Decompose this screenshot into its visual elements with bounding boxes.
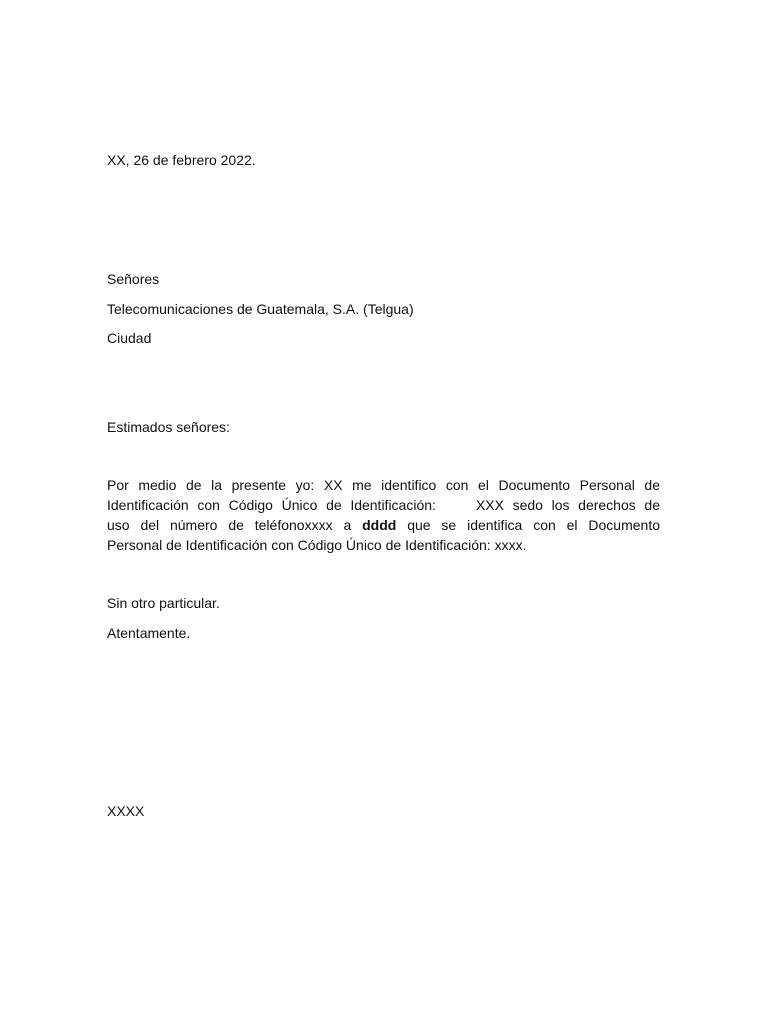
- closing-line-2: Atentamente.: [107, 625, 191, 641]
- recipient-city: Ciudad: [107, 330, 152, 346]
- letter-body: [107, 475, 660, 555]
- recipient-company: Telecomunicaciones de Guatemala, S.A. (Telgua): [107, 301, 414, 317]
- body-line-2-part-b: XXX sedo los derechos de: [475, 497, 660, 513]
- body-line-2-part-a: Identificación con Código Único de Identificación:: [107, 497, 436, 513]
- body-line-3-part-a: uso del número de teléfonoxxxx a: [107, 517, 352, 533]
- signature-name: XXXX: [107, 803, 145, 819]
- letter-greeting: Estimados señores:: [107, 419, 230, 435]
- body-line-2: [107, 495, 660, 515]
- letter-date: XX, 26 de febrero 2022.: [107, 152, 256, 168]
- body-line-3-bold: dddd: [362, 517, 397, 533]
- body-line-3-part-b: que se identifica con el Documento: [407, 517, 660, 533]
- closing-line-1: Sin otro particular.: [107, 595, 220, 611]
- body-line-4: Personal de Identificación con Código Único de Identificación: xxxx.: [107, 537, 527, 553]
- recipient-salutation-line: Señores: [107, 271, 160, 287]
- body-line-1: Por medio de la presente yo: XX me identifico con el Documento Personal de: [107, 477, 660, 493]
- body-line-3: [107, 515, 660, 535]
